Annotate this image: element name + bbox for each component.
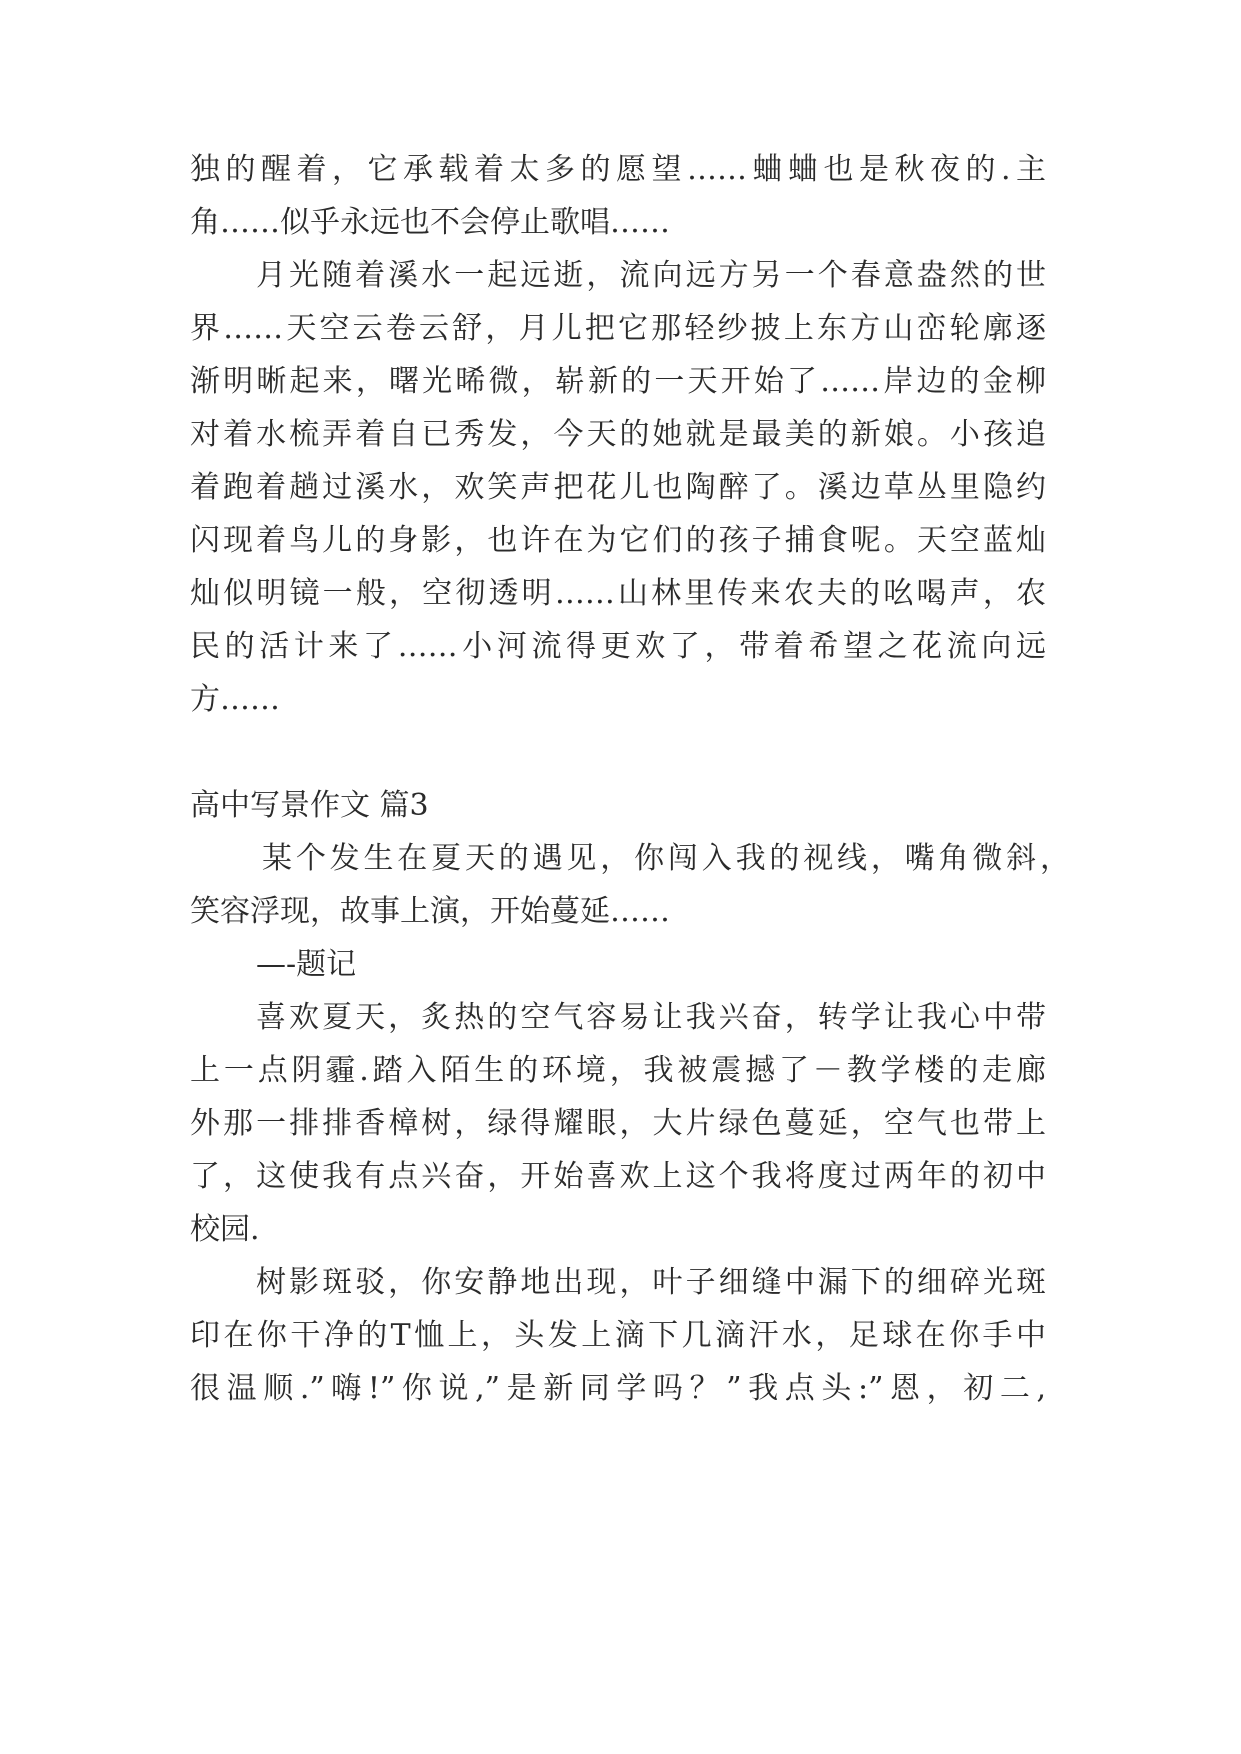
text-line: 独的醒着，它承载着太多的愿望……蛐蛐也是秋夜的.主 <box>190 152 1046 187</box>
text-line: 笑容浮现，故事上演，开始蔓延…… <box>190 894 670 929</box>
text-line: 渐明晰起来，曙光晞微，崭新的一天开始了……岸边的金柳 <box>190 364 1046 399</box>
text-line: 着跑着趟过溪水，欢笑声把花儿也陶醉了。溪边草丛里隐约 <box>190 470 1046 505</box>
text-line: 月光随着溪水一起远逝，流向远方另一个春意盎然的世 <box>256 258 1046 293</box>
text-line: 上一点阴霾.踏入陌生的环境，我被震撼了－教学楼的走廊 <box>190 1053 1046 1088</box>
text-line: 树影斑驳，你安静地出现，叶子细缝中漏下的细碎光斑 <box>256 1265 1046 1300</box>
text-line: 角……似乎永远也不会停止歌唱…… <box>190 205 670 240</box>
text-line: 方…… <box>190 682 280 717</box>
text-line: 了，这使我有点兴奋，开始喜欢上这个我将度过两年的初中 <box>190 1159 1046 1194</box>
text-line: 印在你干净的T恤上，头发上滴下几滴汗水，足球在你手中 <box>190 1318 1046 1353</box>
section-heading: 高中写景作文 篇3 <box>190 788 429 823</box>
text-line: 很温顺.”嗨!”你说,”是新同学吗？”我点头:”恩，初二, <box>190 1371 1046 1406</box>
text-line: 灿似明镜一般，空彻透明……山林里传来农夫的吆喝声，农 <box>190 576 1046 611</box>
text-line: 闪现着鸟儿的身影，也许在为它们的孩子捕食呢。天空蓝灿 <box>190 523 1046 558</box>
text-line: 外那一排排香樟树，绿得耀眼，大片绿色蔓延，空气也带上 <box>190 1106 1046 1141</box>
text-line: 界……天空云卷云舒，月儿把它那轻纱披上东方山峦轮廓逐 <box>190 311 1046 346</box>
text-line: 民的活计来了……小河流得更欢了，带着希望之花流向远 <box>190 629 1046 664</box>
text-line: 校园. <box>190 1212 260 1247</box>
inscription: —-题记 <box>256 947 357 982</box>
text-line: 对着水梳弄着自已秀发，今天的她就是最美的新娘。小孩追 <box>190 417 1046 452</box>
text-line: 某个发生在夏天的遇见，你闯入我的视线，嘴角微斜， <box>262 841 1070 876</box>
text-line: 喜欢夏天，炙热的空气容易让我兴奋，转学让我心中带 <box>256 1000 1046 1035</box>
